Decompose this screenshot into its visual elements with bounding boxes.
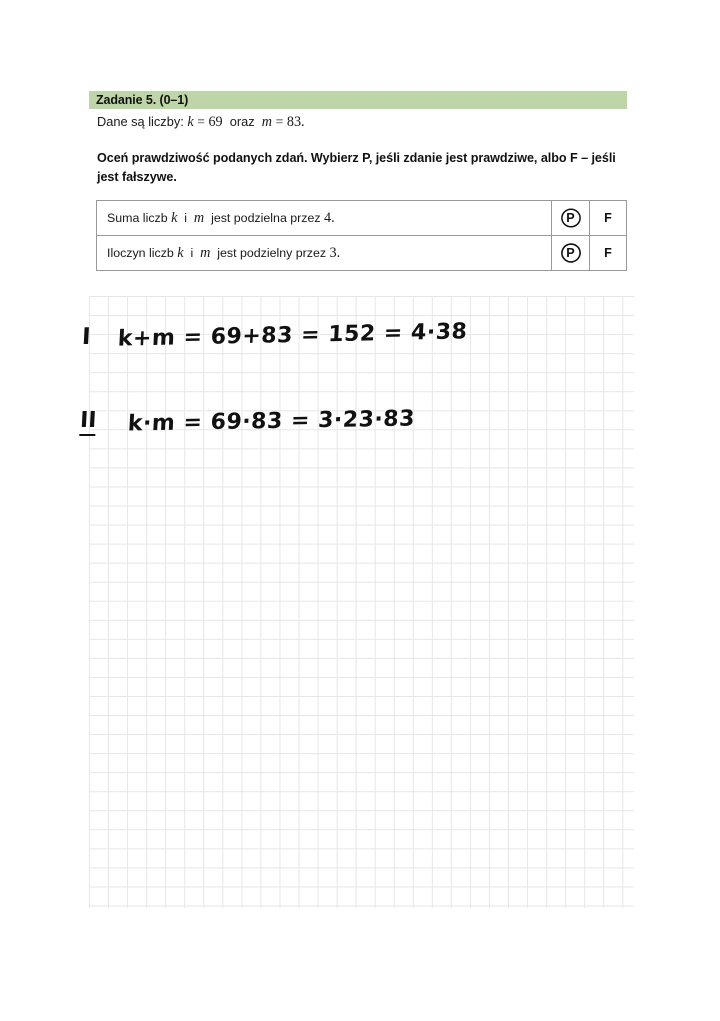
statement-var-k-1: k [171, 209, 178, 226]
statement-suffix-1: jest podzielna przez [211, 210, 321, 225]
given-data-line [97, 114, 305, 131]
option-p-cell-2[interactable] [552, 236, 590, 271]
option-f-label-1: F [604, 211, 612, 225]
handwritten-line-2-content: k·m = 69·83 = 3·23·83 [127, 406, 416, 437]
statement-cell-1 [97, 201, 552, 236]
given-period: . [301, 114, 305, 130]
table-row [97, 201, 627, 236]
statement-prefix-1: Suma liczb [107, 210, 168, 225]
hand-drawn-circle-icon [560, 242, 582, 264]
handwritten-line-1-numeral: I [81, 324, 92, 350]
statement-suffix-2: jest podzielny przez [217, 245, 327, 260]
grid-paper-work-area [89, 296, 634, 908]
statement-cell-2 [97, 236, 552, 271]
equals-sign-k: = [197, 114, 205, 129]
hand-drawn-circle-icon [560, 207, 582, 229]
option-p-cell-1[interactable] [552, 201, 590, 236]
statement-var-k-2: k [177, 244, 184, 261]
task-number-label: Zadanie 5. (0–1) [96, 93, 189, 107]
option-f-cell-2[interactable] [590, 236, 627, 271]
table-row [97, 236, 627, 271]
option-p-label-1: P [566, 210, 575, 225]
value-k: 69 [208, 114, 223, 130]
equals-sign-m: = [275, 114, 284, 129]
option-p-label-2: P [566, 245, 575, 260]
statement-conj-2: i [190, 245, 194, 260]
variable-k: k [187, 114, 194, 130]
handwritten-line-1-content: k+m = 69+83 = 152 = 4·38 [117, 319, 468, 352]
selected-answer-circle-1 [560, 207, 582, 229]
statement-conj-1: i [184, 210, 188, 225]
option-f-cell-1[interactable] [590, 201, 627, 236]
instruction-text: Oceń prawdziwość podanych zdań. Wybierz P, jeśli zdanie jest prawdziwe, albo F – jeśli jest fałszywe. [97, 151, 616, 185]
selected-answer-circle-2 [560, 242, 582, 264]
variable-m: m [261, 114, 273, 130]
handwritten-line-2-numeral: II [79, 408, 97, 436]
answer-table [96, 200, 627, 271]
conjunction-oraz: oraz [229, 114, 255, 129]
statement-divisor-2: 3. [329, 244, 341, 261]
statement-divisor-1: 4. [324, 209, 335, 226]
statement-var-m-2: m [200, 244, 211, 261]
given-lead-text: Dane są liczby: [97, 114, 184, 129]
option-f-label-2: F [604, 246, 612, 260]
value-m: 83 [286, 114, 302, 130]
statement-prefix-2: Iloczyn liczb [107, 245, 174, 260]
task-header-bar [89, 91, 627, 109]
statement-var-m-1: m [193, 209, 205, 226]
